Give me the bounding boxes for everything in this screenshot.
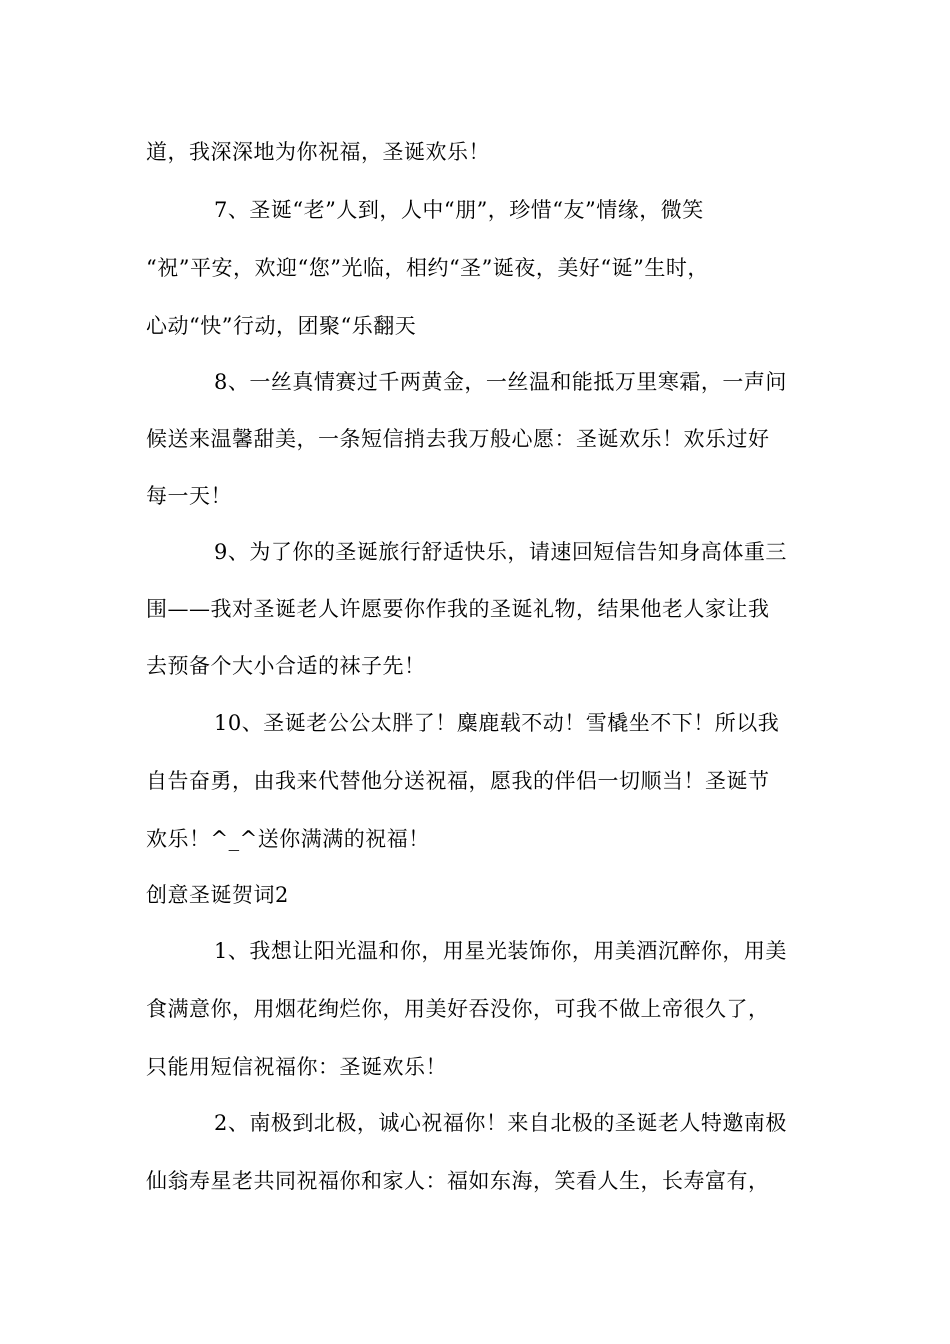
text-line: 只能用短信祝福你：圣诞欢乐！ bbox=[146, 1055, 447, 1079]
text-line: 去预备个大小合适的袜子先！ bbox=[146, 654, 426, 678]
text-line: 候送来温馨甜美，一条短信捎去我万般心愿：圣诞欢乐！欢乐过好 bbox=[146, 427, 770, 451]
paragraph-line: 7、圣诞“老”人到，人中“朋”，珍惜“友”情缘，微笑 bbox=[214, 198, 704, 222]
text-line: 欢乐！^_^送你满满的祝福！ bbox=[146, 827, 430, 851]
text-line: 围——我对圣诞老人许愿要你作我的圣诞礼物，结果他老人家让我 bbox=[146, 597, 770, 621]
text-line: 每一天！ bbox=[146, 484, 232, 508]
text-line: 自告奋勇，由我来代替他分送祝福，愿我的伴侣一切顺当！圣诞节 bbox=[146, 769, 770, 793]
paragraph-line: 1、我想让阳光温和你，用星光装饰你，用美酒沉醉你，用美 bbox=[214, 939, 787, 963]
text-line: 仙翁寿星老共同祝福你和家人：福如东海，笑看人生，长寿富有， bbox=[146, 1169, 770, 1193]
text-line: 心动“快”行动，团聚“乐翻天 bbox=[146, 314, 417, 338]
paragraph-line: 10、圣诞老公公太胖了！麋鹿载不动！雪橇坐不下！所以我 bbox=[214, 711, 780, 735]
text-line: “祝”平安，欢迎“您”光临，相约“圣”诞夜，美好“诞”生时， bbox=[146, 256, 709, 280]
paragraph-line: 9、为了你的圣诞旅行舒适快乐，请速回短信告知身高体重三 bbox=[214, 540, 787, 564]
text-line: 道，我深深地为你祝福，圣诞欢乐！ bbox=[146, 140, 490, 164]
section-heading: 创意圣诞贺词2 bbox=[146, 883, 289, 907]
text-line: 食满意你，用烟花绚烂你，用美好吞没你，可我不做上帝很久了， bbox=[146, 997, 770, 1021]
paragraph-line: 8、一丝真情赛过千两黄金，一丝温和能抵万里寒霜，一声问 bbox=[214, 370, 787, 394]
paragraph-line: 2、南极到北极，诚心祝福你！来自北极的圣诞老人特邀南极 bbox=[214, 1111, 787, 1135]
